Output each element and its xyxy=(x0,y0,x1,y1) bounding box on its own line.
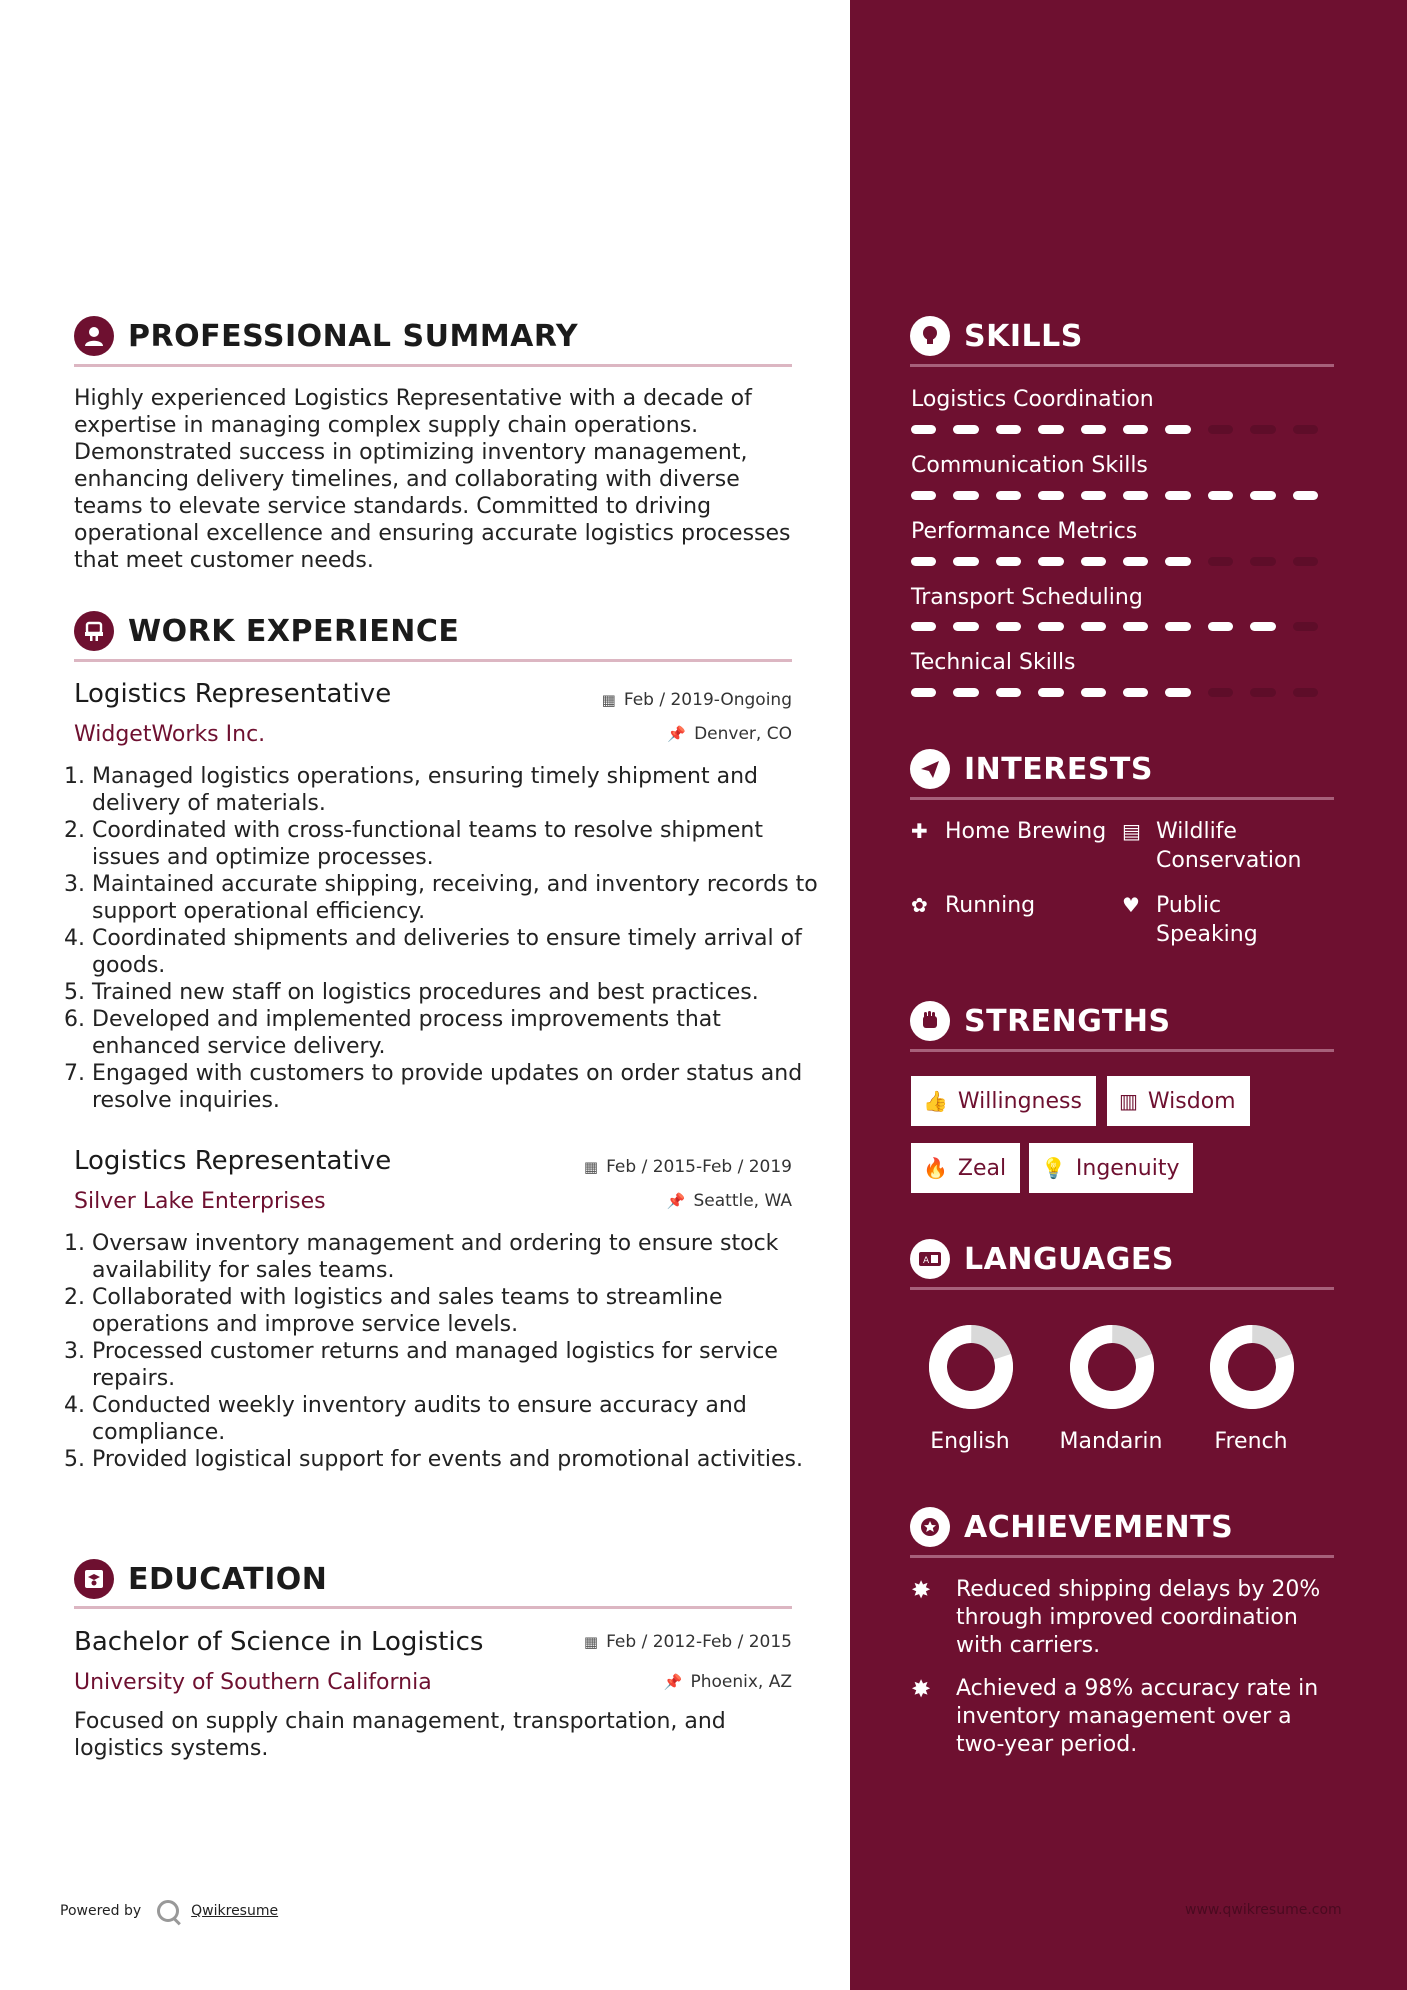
achievements-heading xyxy=(910,1507,1233,1547)
skill-dash xyxy=(911,425,936,434)
strength-label: Zeal xyxy=(957,1155,1007,1181)
strengths-rule xyxy=(910,1049,1334,1052)
list-item: 2. Collaborated with logistics and sales teams to streamline operations and improve service levels. xyxy=(92,1284,822,1338)
education-dates xyxy=(584,1632,792,1652)
skill-dash xyxy=(996,425,1021,434)
experience-heading xyxy=(74,611,459,651)
skill-dash xyxy=(1123,688,1148,697)
pushpin-icon: 📌 xyxy=(666,1192,686,1210)
interests-rule xyxy=(910,797,1334,800)
skill-dash xyxy=(1038,425,1063,434)
skill-level-bar xyxy=(911,557,1335,567)
skill-name: Performance Metrics xyxy=(911,519,1138,544)
skill-dash xyxy=(1293,622,1318,631)
skill-dash xyxy=(1038,557,1063,566)
summary-heading xyxy=(74,316,578,356)
job-2-location-text: Seattle, WA xyxy=(693,1191,792,1211)
fire-icon: 🔥 xyxy=(923,1156,948,1180)
strength-tag xyxy=(1107,1076,1250,1126)
paw-icon: ✿ xyxy=(911,893,928,917)
achievement-text: Achieved a 98% accuracy rate in inventory management over a two-year period. xyxy=(956,1676,1319,1757)
skill-dash xyxy=(1081,688,1106,697)
strength-tag xyxy=(911,1143,1020,1193)
experience-title: WORK EXPERIENCE xyxy=(128,613,460,649)
skill-name: Logistics Coordination xyxy=(911,387,1154,412)
skill-dash xyxy=(996,688,1021,697)
language-name: English xyxy=(930,1429,1010,1454)
skill-dash xyxy=(1208,491,1233,500)
language-name: Mandarin xyxy=(1059,1429,1163,1454)
powered-by xyxy=(60,1900,278,1922)
job-1-company: WidgetWorks Inc. xyxy=(74,722,266,747)
skill-dash xyxy=(996,491,1021,500)
strengths-title: STRENGTHS xyxy=(964,1003,1171,1039)
strength-label: Willingness xyxy=(957,1088,1082,1114)
skill-level-bar xyxy=(911,491,1335,501)
interest-item xyxy=(911,817,1111,846)
job-2-location xyxy=(667,1191,792,1211)
skill-dash xyxy=(996,622,1021,631)
list-item: 7. Engaged with customers to provide updates on order status and resolve inquiries. xyxy=(92,1060,822,1114)
interest-item xyxy=(911,891,1111,920)
strength-label: Wisdom xyxy=(1147,1088,1236,1114)
skill-dash xyxy=(1038,688,1063,697)
list-item: 4. Coordinated shipments and deliveries to ensure timely arrival of goods. xyxy=(92,925,822,979)
strength-label: Ingenuity xyxy=(1075,1155,1180,1181)
calendar-icon: ▦ xyxy=(583,1158,599,1176)
skill-dash xyxy=(1250,491,1275,500)
education-dates-text: Feb / 2012-Feb / 2015 xyxy=(606,1632,792,1652)
skill-dash xyxy=(996,557,1021,566)
thumbs-up-icon: 👍 xyxy=(923,1089,948,1113)
interests-heading xyxy=(910,749,1153,789)
skill-dash xyxy=(1081,425,1106,434)
achievements-title: ACHIEVEMENTS xyxy=(964,1509,1234,1545)
list-item: 5. Trained new staff on logistics procedures and best practices. xyxy=(92,979,822,1006)
education-location xyxy=(664,1672,792,1692)
skill-dash xyxy=(911,491,936,500)
skill-dash xyxy=(1123,557,1148,566)
list-item: 1. Oversaw inventory management and ordering to ensure stock availability for sales teams. xyxy=(92,1230,822,1284)
skill-dash xyxy=(1038,491,1063,500)
skill-dash xyxy=(953,557,978,566)
strength-tag xyxy=(1029,1143,1193,1193)
list-item: 4. Conducted weekly inventory audits to ensure accuracy and compliance. xyxy=(92,1392,822,1446)
skill-dash xyxy=(1208,425,1233,434)
list-item: 5. Provided logistical support for events and promotional activities. xyxy=(92,1446,822,1473)
skill-dash xyxy=(953,688,978,697)
language-ring xyxy=(1209,1324,1295,1410)
skill-dash xyxy=(1208,688,1233,697)
experience-rule xyxy=(74,659,792,662)
skill-dash xyxy=(1293,425,1318,434)
skill-dash xyxy=(953,491,978,500)
job-2-title: Logistics Representative xyxy=(74,1146,392,1176)
list-item: 2. Coordinated with cross-functional teams to resolve shipment issues and optimize processes. xyxy=(92,817,822,871)
book-icon: ▤ xyxy=(1122,819,1141,843)
language-ring xyxy=(928,1324,1014,1410)
skill-dash xyxy=(1081,491,1106,500)
language-icon xyxy=(910,1239,950,1279)
star-badge-icon xyxy=(910,1507,950,1547)
languages-title: LANGUAGES xyxy=(964,1241,1174,1277)
footer-website[interactable]: www.qwikresume.com xyxy=(1185,1902,1342,1918)
list-item: 3. Maintained accurate shipping, receiving, and inventory records to support operational efficiency. xyxy=(92,871,822,925)
heartbeat-icon: ♥ xyxy=(1122,893,1140,917)
list-item: 6. Developed and implemented process improvements that enhanced service delivery. xyxy=(92,1006,822,1060)
lightbulb-icon: 💡 xyxy=(1041,1156,1066,1180)
star-icon: ✸ xyxy=(911,1576,932,1604)
calendar-icon: ▦ xyxy=(583,1633,599,1651)
book-icon: ▥ xyxy=(1119,1089,1138,1113)
skill-dash xyxy=(1123,622,1148,631)
skill-dash xyxy=(1293,491,1318,500)
languages-heading xyxy=(910,1239,1174,1279)
education-degree: Bachelor of Science in Logistics xyxy=(74,1627,484,1657)
skill-dash xyxy=(1293,688,1318,697)
skill-dash xyxy=(1123,425,1148,434)
job-2-duties xyxy=(74,1230,822,1473)
skill-dash xyxy=(911,622,936,631)
education-heading xyxy=(74,1559,327,1599)
skill-dash xyxy=(1081,622,1106,631)
skill-level-bar xyxy=(911,688,1335,698)
lightbulb-icon xyxy=(910,316,950,356)
skill-dash xyxy=(1250,688,1275,697)
user-icon xyxy=(74,316,114,356)
briefcase-icon xyxy=(74,611,114,651)
powered-by-text: Powered by xyxy=(60,1903,142,1919)
education-title: EDUCATION xyxy=(128,1561,328,1597)
qwikresume-logo-icon xyxy=(157,1900,179,1922)
star-icon: ✸ xyxy=(911,1675,932,1703)
pushpin-icon: 📌 xyxy=(663,1673,683,1691)
skill-dash xyxy=(1081,557,1106,566)
interest-item xyxy=(1122,817,1332,875)
skill-dash xyxy=(953,425,978,434)
puzzle-icon: ✚ xyxy=(911,819,928,843)
skill-dash xyxy=(1208,557,1233,566)
strength-tag xyxy=(911,1076,1096,1126)
skills-rule xyxy=(910,364,1334,367)
interest-label: Wildlife Conservation xyxy=(1156,819,1302,873)
job-1-location-text: Denver, CO xyxy=(694,724,792,744)
skill-dash xyxy=(1208,622,1233,631)
achievement-item xyxy=(911,1675,1346,1759)
powered-by-brand-link[interactable]: Qwikresume xyxy=(191,1903,279,1919)
skill-dash xyxy=(1250,622,1275,631)
skill-dash xyxy=(1038,622,1063,631)
skill-dash xyxy=(1293,557,1318,566)
skills-title: SKILLS xyxy=(964,318,1083,354)
skill-dash xyxy=(1123,491,1148,500)
job-2-dates xyxy=(584,1157,792,1177)
education-school: University of Southern California xyxy=(74,1670,432,1695)
education-description: Focused on supply chain management, transportation, and logistics systems. xyxy=(74,1709,726,1761)
skills-heading xyxy=(910,316,1083,356)
skill-dash xyxy=(1165,425,1190,434)
achievement-text: Reduced shipping delays by 20% through improved coordination with carriers. xyxy=(956,1577,1321,1658)
fist-icon xyxy=(910,1001,950,1041)
skill-dash xyxy=(911,688,936,697)
skill-dash xyxy=(1250,557,1275,566)
interest-label: Running xyxy=(945,893,1036,918)
skill-dash xyxy=(1165,622,1190,631)
interest-label: Home Brewing xyxy=(945,819,1107,844)
skill-dash xyxy=(953,622,978,631)
job-2-dates-text: Feb / 2015-Feb / 2019 xyxy=(606,1157,792,1177)
language-name: French xyxy=(1214,1429,1288,1454)
skill-dash xyxy=(1165,557,1190,566)
svg-text:A: A xyxy=(923,1256,930,1266)
skill-dash xyxy=(911,557,936,566)
job-1-duties xyxy=(74,763,822,1114)
interest-label: Public Speaking xyxy=(1156,893,1258,947)
summary-text: Highly experienced Logistics Representative with a decade of expertise in managing complex supply chain operations. Demonstrated success in optimizing inventory management, enhancing delivery timelines, and collaborating with diverse teams to elevate service standards. Committed to driving operational excellence and ensuring accurate logistics processes that meet customer needs. xyxy=(74,386,791,573)
calendar-icon: ▦ xyxy=(601,691,616,709)
language-ring xyxy=(1069,1324,1155,1410)
job-1-dates xyxy=(602,690,792,710)
graduation-cap-icon xyxy=(74,1559,114,1599)
skill-dash xyxy=(1250,425,1275,434)
job-1-location xyxy=(667,724,792,744)
skill-dash xyxy=(1165,491,1190,500)
job-2-company: Silver Lake Enterprises xyxy=(74,1189,326,1214)
interest-item xyxy=(1122,891,1332,949)
skill-level-bar xyxy=(911,425,1335,435)
education-location-text: Phoenix, AZ xyxy=(690,1672,792,1692)
pushpin-icon: 📌 xyxy=(667,725,687,743)
summary-title: PROFESSIONAL SUMMARY xyxy=(128,318,579,354)
skill-name: Communication Skills xyxy=(911,453,1148,478)
achievements-rule xyxy=(910,1555,1334,1558)
achievement-item xyxy=(911,1576,1346,1660)
skill-name: Technical Skills xyxy=(911,650,1076,675)
paper-plane-icon xyxy=(910,749,950,789)
interests-title: INTERESTS xyxy=(964,751,1153,787)
education-rule xyxy=(74,1606,792,1609)
languages-rule xyxy=(910,1287,1334,1290)
skill-level-bar xyxy=(911,622,1335,632)
job-1-dates-text: Feb / 2019-Ongoing xyxy=(623,690,792,710)
summary-rule xyxy=(74,364,792,367)
strengths-heading xyxy=(910,1001,1171,1041)
job-1-title: Logistics Representative xyxy=(74,679,392,709)
list-item: 1. Managed logistics operations, ensuring timely shipment and delivery of materials. xyxy=(92,763,822,817)
list-item: 3. Processed customer returns and managed logistics for service repairs. xyxy=(92,1338,822,1392)
skill-name: Transport Scheduling xyxy=(911,585,1143,610)
skill-dash xyxy=(1165,688,1190,697)
